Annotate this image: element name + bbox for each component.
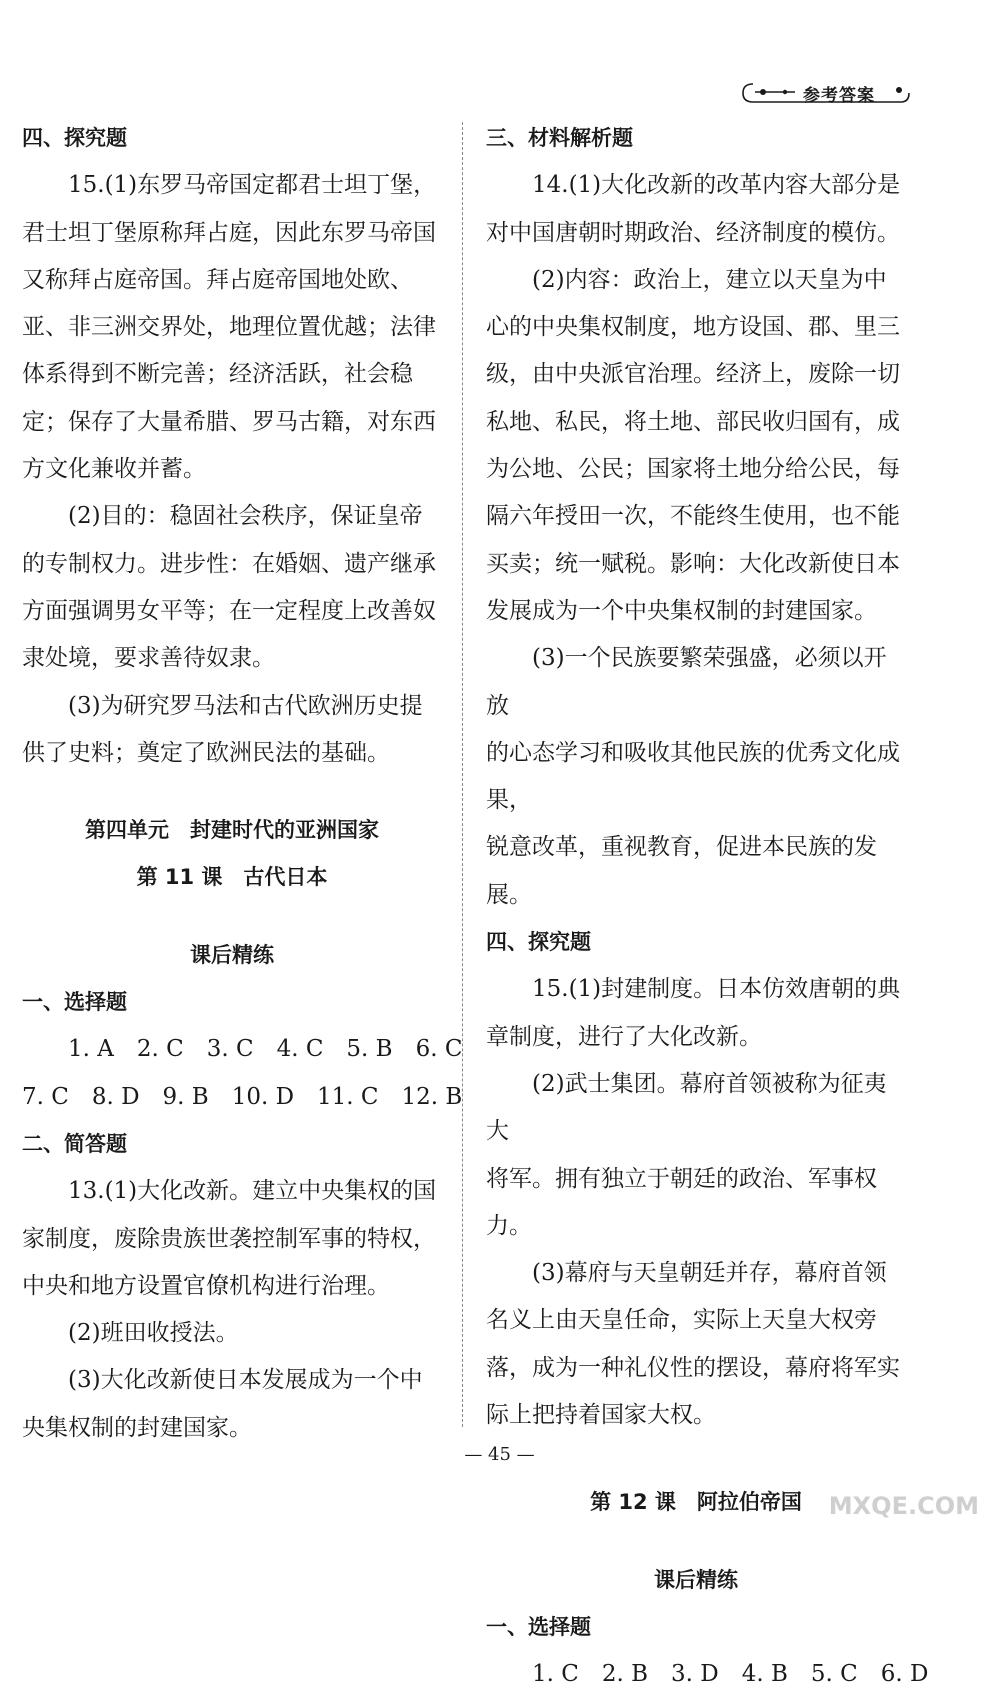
text-line: 发展成为一个中央集权制的封建国家。	[486, 597, 877, 624]
text-line: 章制度，进行了大化改新。	[486, 1023, 762, 1050]
text-line: 供了史料；奠定了欧洲民法的基础。	[22, 739, 390, 766]
section-heading: 第 11 课 古代日本	[136, 865, 328, 890]
section-heading: 第 12 课 阿拉伯帝国	[590, 1490, 802, 1515]
left-column	[22, 115, 463, 1452]
section-heading: 二、简答题	[22, 1131, 127, 1156]
text-line: 心的中央集权制度，地方设国、郡、里三	[486, 314, 900, 341]
text-line: 15.(1)封建制度。日本仿效唐朝的典	[532, 976, 901, 1003]
text-line: (2)武士集团。幕府首领被称为征夷大	[486, 1070, 887, 1145]
text-line: 方面强调男女平等；在一定程度上改善奴	[22, 597, 436, 624]
text-line: 锐意改革，重视教育，促进本民族的发展。	[486, 834, 877, 908]
text-line: (3)一个民族要繁荣强盛，必须以开放	[486, 645, 887, 719]
section-heading: 课后精练	[190, 942, 274, 967]
text-line: 定；保存了大量希腊、罗马古籍，对东西	[22, 408, 436, 435]
text-line: 将军。拥有独立于朝廷的政治、军事权力。	[486, 1165, 877, 1239]
text-line: 体系得到不断完善；经济活跃，社会稳	[22, 361, 413, 388]
text-line: 落，成为一种礼仪性的摆设，幕府将军实	[486, 1354, 900, 1381]
text-line: 14.(1)大化改新的改革内容大部分是	[532, 172, 901, 199]
text-line: 中央和地方设置官僚机构进行治理。	[22, 1272, 390, 1299]
text-line: 对中国唐朝时期政治、经济制度的模仿。	[486, 219, 900, 246]
text-line: 级，由中央派官治理。经济上，废除一切	[486, 361, 900, 388]
text-line: 15.(1)东罗马帝国定都君士坦丁堡，	[68, 172, 437, 199]
text-line: 央集权制的封建国家。	[22, 1414, 252, 1441]
text-line: 方文化兼收并蓄。	[22, 456, 206, 483]
spacer	[22, 777, 442, 807]
text-line: 1. C 2. B 3. D 4. B 5. C 6. D	[532, 1661, 929, 1688]
section-heading: 三、材料解析题	[486, 126, 633, 150]
text-line: (2)班田收授法。	[68, 1320, 239, 1347]
text-line: 君士坦丁堡原称拜占庭，因此东罗马帝国	[22, 219, 436, 246]
text-line: (3)幕府与天皇朝廷并存，幕府首领	[532, 1260, 887, 1287]
page-number: — 45 —	[464, 1444, 535, 1465]
spacer	[486, 1527, 906, 1557]
text-line: 的专制权力。进步性：在婚姻、遗产继承	[22, 550, 436, 577]
text-line: (3)大化改新使日本发展成为一个中	[68, 1367, 423, 1394]
text-line: (3)为研究罗马法和古代欧洲历史提	[68, 692, 423, 719]
spacer	[22, 902, 442, 932]
text-line: 际上把持着国家大权。	[486, 1402, 716, 1429]
text-line: 名义上由天皇任命，实际上天皇大权旁	[486, 1307, 877, 1334]
header-label: 参考答案	[803, 86, 875, 106]
text-line: 13.(1)大化改新。建立中央集权的国	[68, 1178, 437, 1205]
text-line: 私地、私民，将土地、部民收归国有，成	[486, 408, 900, 435]
text-line: 7. C 8. D 9. B 10. D 11. C 12. B	[22, 1083, 463, 1110]
section-heading: 第四单元 封建时代的亚洲国家	[85, 818, 379, 843]
section-header-badge	[741, 78, 911, 108]
text-line: 又称拜占庭帝国。拜占庭帝国地处欧、	[22, 266, 413, 293]
section-heading: 四、探究题	[22, 126, 127, 150]
text-line: 隔六年授田一次，不能终生使用，也不能	[486, 503, 900, 530]
watermark	[819, 1430, 979, 1520]
text-line: 1. A 2. C 3. C 4. C 5. B 6. C	[68, 1036, 463, 1063]
watermark-text: MXQE.COM	[828, 1492, 979, 1520]
text-line: 隶处境，要求善待奴隶。	[22, 645, 275, 672]
text-line: (2)内容：政治上，建立以天皇为中	[532, 266, 887, 293]
section-heading: 一、选择题	[486, 1614, 591, 1639]
section-heading: 四、探究题	[486, 930, 591, 955]
section-heading: 一、选择题	[22, 990, 127, 1015]
column-divider	[462, 122, 463, 1427]
section-heading: 课后精练	[654, 1567, 738, 1592]
text-line: 的心态学习和吸收其他民族的优秀文化成果，	[486, 739, 900, 814]
text-line: (2)目的：稳固社会秩序，保证皇帝	[68, 503, 423, 530]
text-line: 家制度，废除贵族世袭控制军事的特权，	[22, 1225, 436, 1252]
text-line: 买卖；统一赋税。影响：大化改新使日本	[486, 550, 900, 577]
text-line: 为公地、公民；国家将土地分给公民，每	[486, 456, 900, 483]
text-line: 亚、非三洲交界处，地理位置优越；法律	[22, 314, 436, 341]
